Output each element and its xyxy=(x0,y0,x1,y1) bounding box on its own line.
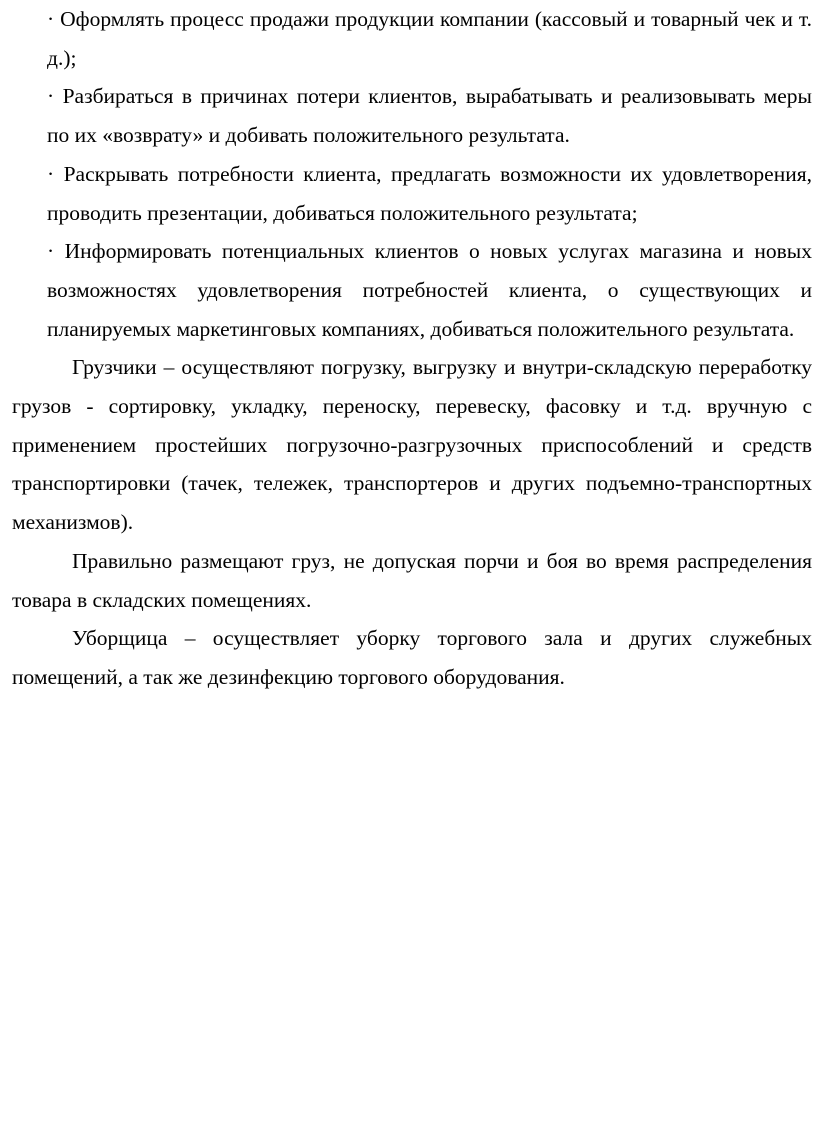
paragraph-loaders: Грузчики – осуществляют погрузку, выгрузку и внутри-складскую переработку грузов - сортировку, укладку, переноску, перевеску, фасовку и т.д. вручную с применением простейших погрузочно-разгрузочных приспособлений и средств транспортировки (тачек, тележек, транспортеров и других подъемно-транспортных механизмов). xyxy=(12,355,812,535)
bullet-item-client-needs: · Раскрывать потребности клиента, предлагать возможности их удовлетворения, проводить презентации, добиваться положительного результата; xyxy=(47,161,812,225)
document-body xyxy=(12,0,812,697)
paragraph-cleaner: Уборщица – осуществляет уборку торгового зала и других служебных помещений, а так же дезинфекцию торгового оборудования. xyxy=(12,626,812,689)
bullet-item-sales-process: · Оформлять процесс продажи продукции компании (кассовый и товарный чек и т. д.); xyxy=(47,7,812,70)
bullet-item-client-loss: · Разбираться в причинах потери клиентов, вырабатывать и реализовывать меры по их «возврату» и добивать положительного результата. xyxy=(47,84,812,148)
bullet-item-inform-clients: · Информировать потенциальных клиентов о новых услугах магазина и новых возможностях удовлетворения потребностей клиента, о существующих и планируемых маркетинговых компаниях, добиваться положительного результата. xyxy=(47,239,812,341)
paragraph-cargo-placement: Правильно размещают груз, не допуская порчи и боя во время распределения товара в складских помещениях. xyxy=(12,548,812,612)
